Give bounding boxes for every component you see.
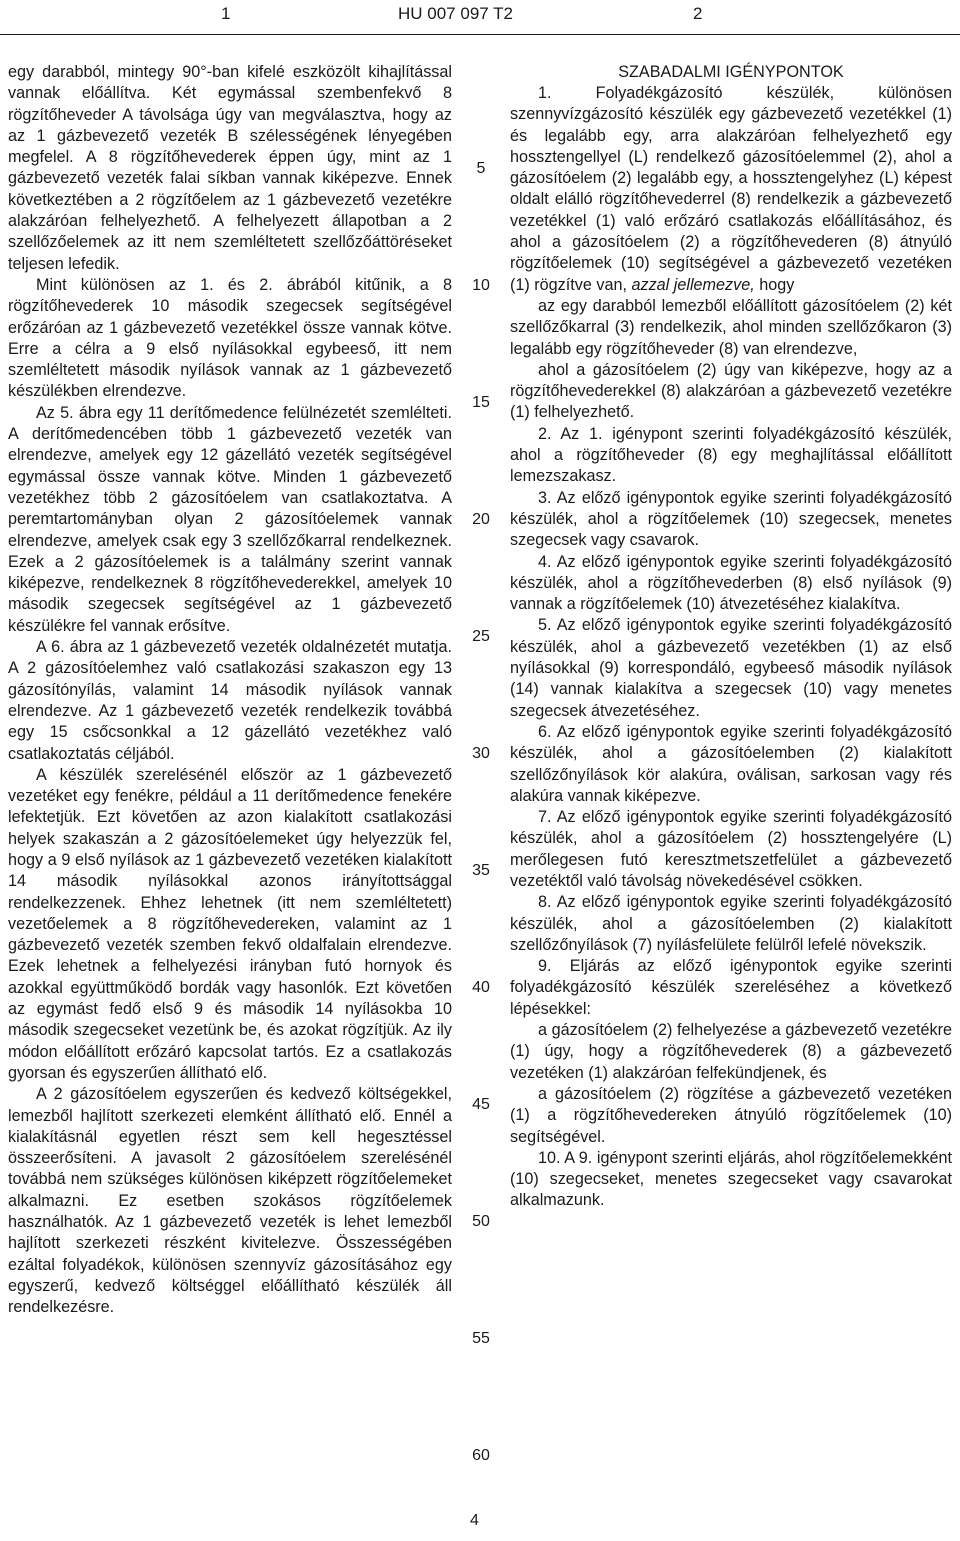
claim-paragraph: 6. Az előző igénypontok egyike szerinti folyadékgázosító készülék, ahol a gázosítóelemben (2) kialakított szellőzőnyílások kör alakúra, oválisan, sarkosan vagy rés alakúra vannak kiképezve.: [510, 722, 952, 805]
line-number: 45: [472, 1096, 490, 1113]
line-number: 60: [472, 1447, 490, 1464]
claim-paragraph: a gázosítóelem (2) rögzítése a gázbevezető vezetéken (1) a rögzítőhevedereken átnyúló rögzítőelemek (10) segítségével.: [510, 1084, 952, 1146]
line-number: 25: [472, 628, 490, 645]
header-rule: [0, 34, 960, 35]
left-page-number: 1: [221, 4, 231, 23]
claim-paragraph: 4. Az előző igénypontok egyike szerinti folyadékgázosító készülék, ahol a rögzítőhevederben (8) első nyílások (9) vannak a rögzítőelemek (10) átvezetéséhez kialakítva.: [510, 552, 952, 614]
left-paragraph: egy darabból, mintegy 90°-ban kifelé eszközölt kihajlítással vannak előállítva. Két egymással szembenfekvő 8 rögzítőheveder A távolsága úgy van megválasztva, hogy az az 1 gázbevezető vezeték B szélességének lényegében megfelel. A 8 rögzítőhevederek éppen úgy, mint az 1 gázbevezető vezeték falai síkban vannak kiképezve. Ennek következtében a 2 rögzítőelem az 1 gázbevezető vezetékre alakzáróan felhelyezhető. A felhelyezett állapotban a 2 szellőzőelemek az itt nem szemléltetett szellőzőáttöréseket teljesen lefedik.: [8, 63, 452, 273]
page-footer-number: 4: [470, 1512, 479, 1529]
line-number: 20: [472, 511, 490, 528]
claims-title: SZABADALMI IGÉNYPONTOK: [618, 63, 844, 81]
right-page-number: 2: [693, 4, 703, 23]
claim-1: [510, 83, 952, 296]
patent-id: HU 007 097 T2: [398, 4, 513, 23]
right-column: [510, 62, 952, 1212]
claim-paragraph: 3. Az előző igénypontok egyike szerinti folyadékgázosító készülék, ahol a rögzítőelemek (10) szegecsek, menetes szegecsek vagy csavarok.: [510, 488, 952, 550]
claim-1-main: 1. Folyadékgázosító készülék, különösen szennyvízgázosító készülék egy gázbevezető vezetékkel (1) és legalább egy, arra alakzáróan felhelyezhető egy hossztengellyel (L) rendelkező gázosítóelemmel (2), ahol a gázosítóelem (2) legalább egy, a hossztengelyhez (L) képest oldalt elálló rögzítőhevederrel (8) rendelkezik a gázbevezető vezetékkel (1) való erőzáró csatlakozás előállításához, és ahol a gázosítóelem (2) a rögzítőhevederen (8) átnyúló rögzítőelemek (10) segítségével a gázbevezető vezetéken (1) rögzítve van,: [510, 84, 952, 294]
claim-paragraph: 7. Az előző igénypontok egyike szerinti folyadékgázosító készülék, ahol a gázosítóelem (2) hossztengelyére (L) merőlegesen futó keresztmetszetfelület a gázbevezető vezetéktől való távolság növekedésével csökken.: [510, 808, 952, 890]
line-number: 5: [476, 160, 486, 177]
left-paragraph: Mint különösen az 1. és 2. ábrából kitűnik, a 8 rögzítőhevederek 10 második szegecsek segítségével erőzáróan az 1 gázbevezető vezetékkel össze vannak kötve. Erre a célra a 9 első nyílásokkal egybeeső, itt nem szemléltetett második nyílások vannak az 1 gázbevezető készülékben elrendezve.: [8, 275, 452, 401]
left-paragraph: Az 5. ábra egy 11 derítőmedence felülnézetét szemlélteti. A derítőmedencében több 1 gázbevezető vezeték van elrendezve, amelyek egy 12 gázellátó vezeték segítségével egymással össze vannak kötve. Minden 1 gázbevezető vezetékhez több 2 gázosítóelem van csatlakoztatva. A peremtartományban olyan 2 gázosítóelemek vannak elrendezve, amelyek csak egy 3 szellőzőkarral rendelkeznek. Ezek a 2 gázosítóelemek is a találmány szerint vannak kiképezve, rendelkeznek 8 rögzítőhevederekkel, amelyek 10 második szegecsek segítségével az 1 gázbevezető készülékre fel vannak erősítve.: [8, 403, 452, 635]
line-number: 55: [472, 1330, 490, 1347]
claim-paragraph: 9. Eljárás az előző igénypontok egyike szerinti folyadékgázosító készülék szereléséhez a következő lépésekkel:: [510, 957, 952, 1018]
claim-1-tail: hogy: [754, 275, 795, 294]
line-number: 35: [472, 862, 490, 879]
left-paragraph: A készülék szerelésénél először az 1 gázbevezető vezetéket egy fenékre, például a 11 derítőmedence fenekére lefektetjük. Ezt követően az azon kialakított csatlakozási helyek szakaszán a 2 gázosítóelemeket úgy helyezzük fel, hogy a 9 első nyílások az 1 gázbevezető vezetéken kialakított 14 második nyílásokkal azonos irányítottsággal rendelkezzenek. Ehhez lehetnek (itt nem szemléltetett) vezetőelemek a 8 rögzítőhevedereken, valamint az 1 gázbevezető vezeték szemben fekvő oldalfalain elrendezve. Ezek lehetnek a felhelyezési irányban futó hornyok és azokkal együttműködő bordák vagy hasonlók. Ezt követően az egymást fedő első 9 és második 14 nyílásokba 10 második szegecseket vezetünk be, és azokat rögzítjük. Az ily módon előállított erőzáró kapcsolat tartós. Ez a csatlakozás gyorsan és egyszerűen állítható elő.: [8, 765, 452, 1082]
claim-paragraph: ahol a gázosítóelem (2) úgy van kiképezve, hogy az a rögzítőhevederekkel (8) alakzáróan a gázbevezető vezetékre (1) felhelyezhető.: [510, 360, 952, 422]
left-paragraph: A 6. ábra az 1 gázbevezető vezeték oldalnézetét mutatja. A 2 gázosítóelemhez való csatlakozási szakaszon egy 13 gázosítónyílás, valamint 14 második nyílások vannak elrendezve. Az 1 gázbevezető vezeték rendelkezik továbbá egy 15 csőcsonkkal a 12 gázellátó vezetékhez való csatlakoztatás céljából.: [8, 638, 452, 763]
left-column: [8, 62, 452, 1319]
claim-paragraph: a gázosítóelem (2) felhelyezése a gázbevezető vezetékre (1) úgy, hogy a rögzítőhevederek (8) a gázbevezető vezetéken (1) alakzáróan felfekündjenek, és: [510, 1021, 952, 1082]
claim-1-characterizing: azzal jellemezve,: [631, 275, 755, 294]
line-number: 10: [472, 277, 490, 294]
claim-paragraph: 8. Az előző igénypontok egyike szerinti folyadékgázosító készülék, ahol a gázosítóelemben (2) kialakított szellőzőnyílások (7) nyílásfelülete felülről lefelé növekszik.: [510, 893, 952, 954]
line-number: 15: [472, 394, 490, 411]
left-paragraph: A 2 gázosítóelem egyszerűen és kedvező költségekkel, lemezből hajlított szerkezeti elemként állítható elő. Ennél a kialakításnál egyetlen részt sem kell hegesztéssel összeerősíteni. A javasolt 2 gázosítóelem szerelésénél továbbá nem szükséges különösen kiképzett rögzítőelemeket alkalmazni. Ez esetben szokásos rögzítőelemek használhatók. Az 1 gázbevezető vezeték is lehet lemezből hajlított szerkezeti részként kivitelezve. Összességében ezáltal folyadékok, különösen szennyvíz gázosításához egy egyszerű, kedvező költséggel előállítható készülék áll rendelkezésre.: [8, 1085, 452, 1317]
claim-paragraph: 10. A 9. igénypont szerinti eljárás, ahol rögzítőelemekként (10) szegecseket, menetes szegecseket vagy csavarokat alkalmazunk.: [510, 1148, 952, 1210]
line-number: 50: [472, 1213, 490, 1230]
claim-paragraph: 5. Az előző igénypontok egyike szerinti folyadékgázosító készülék, ahol a gázbevezető vezetékben (1) az első nyílásokkal (9) korrespondáló, egybeeső második nyílások (14) vannak kialakítva a szegecsek (10) vagy menetes szegecsek átvezetéséhez.: [510, 616, 952, 720]
line-number: 40: [472, 979, 490, 996]
claim-paragraph: 2. Az 1. igénypont szerinti folyadékgázosító készülék, ahol a rögzítőheveder (8) egy meghajlítással előállított lemezszakasz.: [510, 424, 952, 486]
line-number: 30: [472, 745, 490, 762]
claim-paragraph: az egy darabból lemezből előállított gázosítóelem (2) két szellőzőkarral (3) rendelkezik, ahol minden szellőzőkaron (3) legalább egy rögzítőheveder (8) van elrendezve,: [510, 296, 952, 358]
